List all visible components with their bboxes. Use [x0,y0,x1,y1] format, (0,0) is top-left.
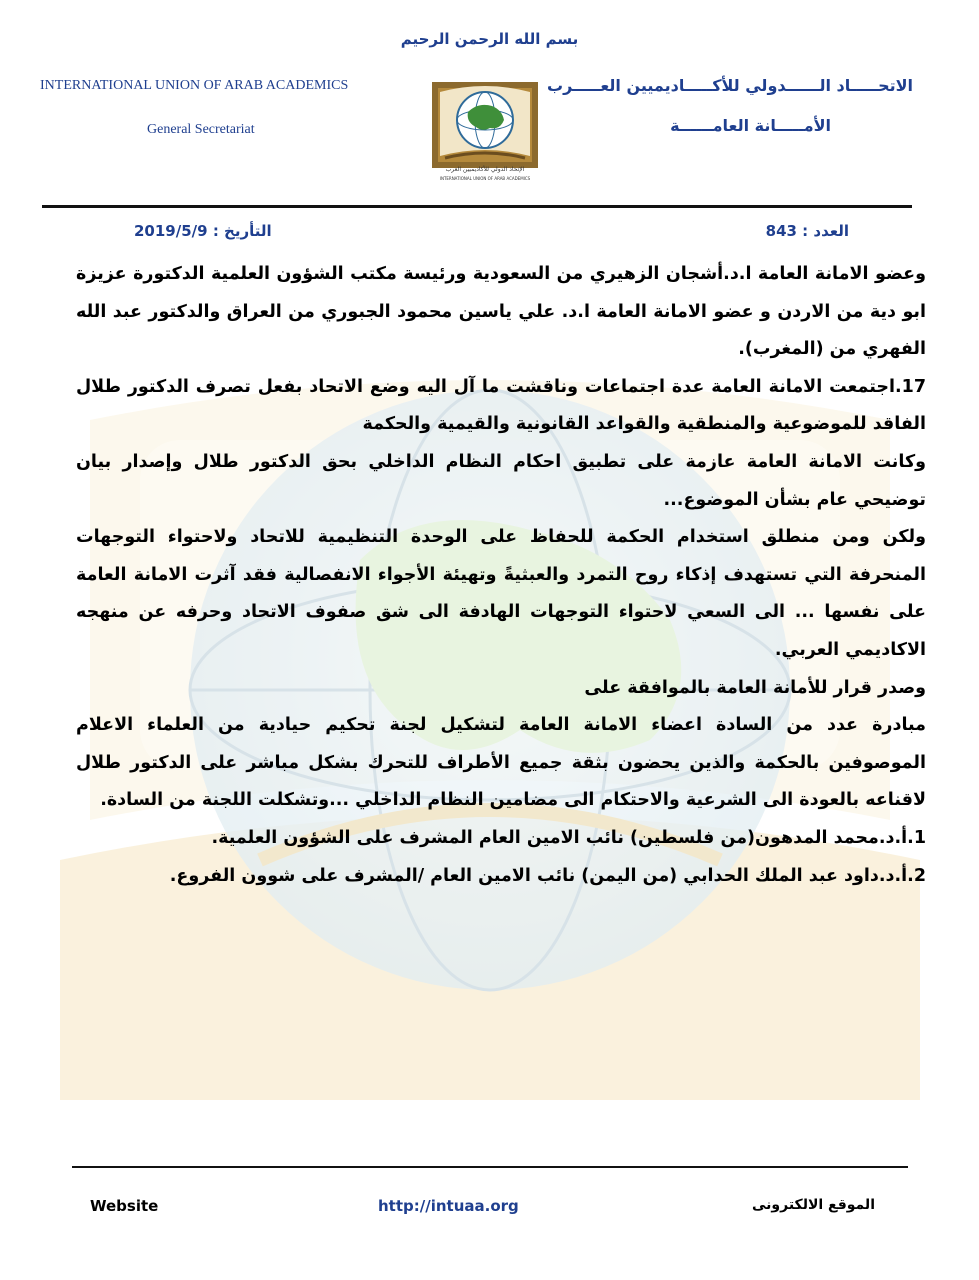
letter-body [76,256,926,895]
org-name-english: INTERNATIONAL UNION OF ARAB ACADEMICS [40,78,349,93]
document-date: التأريخ : 2019/5/9 [134,222,272,240]
logo-caption-arabic: الإتحاد الدولي للأكاديميين العرب [445,166,525,173]
footer-website-link[interactable]: http://intuaa.org [378,1197,519,1215]
body-paragraph: 17.اجتمعت الامانة العامة عدة اجتماعات وناقشت ما آل اليه وضع الاتحاد بفعل تصرف الدكتور طلال الفاقد للموضوعية والمنطقية والقواعد القانونية والقيمية والحكمة [76,376,926,435]
body-paragraph: مبادرة عدد من السادة اعضاء الامانة العامة لتشكيل لجنة تحكيم حيادية من العلماء الاعلام الموصوفين بالحكمة والذين يحضون بثقة جميع الأطراف للتحرك بشكل مباشر على الدكتور طلال لاقناعه بالعودة الى الشرعية والاحتكام الى مضامين النظام الداخلي ...وتشكلت اللجنة من السادة. [76,715,926,811]
logo-caption-english: INTERNATIONAL UNION OF ARAB ACADEMICS [439,176,531,181]
document-number: العدد : 843 [765,222,849,240]
footer-website-label-arabic: الموقع الالكترونى [752,1197,875,1213]
footer-divider [72,1166,908,1168]
bismillah-heading: بسم الله الرحمن الرحيم [400,30,579,48]
body-paragraph: وعضو الامانة العامة ا.د.أشجان الزهيري من السعودية ورئيسة مكتب الشؤون العلمية الدكتورة عزيزة ابو دية من الاردن و عضو الامانة العامة ا.د. علي ياسين محمود الجبوري من العراق والدكتور عبد الله الفهري من (المغرب). [76,264,926,360]
body-paragraph: ولكن ومن منطلق استخدام الحكمة للحفاظ على الوحدة التنظيمية للاتحاد ولاحتواء التوجهات المنحرفة التي تستهدف إذكاء روح التمرد والعبثيةً وتهيئة الأجواء الانفصالية فقد آثرت الامانة العامة على نفسها ... الى السعي لاحتواء التوجهات الهادفة الى شق صفوف الاتحاد وحرفه عن منهجه الاكاديمي العربي. [76,527,926,660]
org-name-arabic: الاتحـــــاد الــــــدولي للأكـــــاديميين العـــــرب [546,76,913,95]
body-paragraph: وصدر قرار للأمانة العامة بالموافقة على [584,677,926,698]
secretariat-english: General Secretariat [147,122,255,137]
header-divider [42,205,912,208]
union-logo-icon [430,72,540,172]
body-paragraph: وكانت الامانة العامة عازمة على تطبيق احكام النظام الداخلي بحق الدكتور طلال وإصدار بيان توضيحي عام بشأن الموضوع... [76,451,926,510]
secretariat-arabic: الأمـــــانة العامــــــة [670,116,831,135]
committee-member-item: 2.أ.د.داود عبد الملك الحدابي (من اليمن) نائب الامين العام /المشرف على شوون الفروع. [169,865,926,886]
footer-website-label: Website [90,1197,159,1215]
committee-member-item: 1.أ.د.محمد المدهون(من فلسطين) نائب الامين العام المشرف على الشؤون العلمية. [211,827,926,848]
